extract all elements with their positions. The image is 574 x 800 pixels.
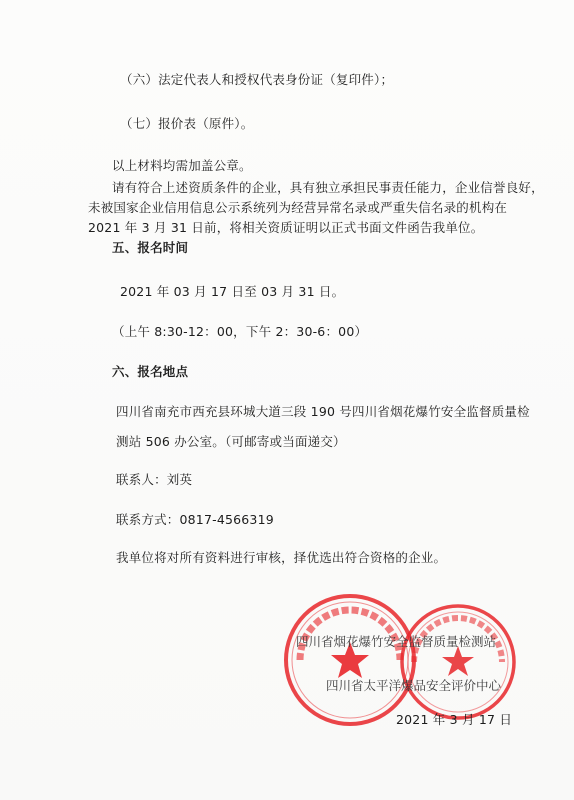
section-6-title: 六、报名地点	[112, 364, 189, 379]
section-5-hours: （上午 8:30-12：00，下午 2：30-6：00）	[112, 324, 368, 339]
section-5-title: 五、报名时间	[112, 240, 189, 255]
official-seal-2	[396, 600, 520, 724]
contact-phone: 联系方式：0817-4566319	[116, 512, 274, 527]
requirement-line-3: 2021 年 3 月 31 日前，将相关资质证明以正式书面文件函告我单位。	[88, 220, 484, 235]
requirement-line-2: 未被国家企业信用信息公示系统列为经营异常名录或严重失信名录的机构在	[88, 200, 508, 215]
signatory-org-2: 四川省太平洋爆品安全评价中心	[326, 678, 502, 693]
closing-statement: 我单位将对所有资料进行审核，择优选出符合资格的企业。	[116, 550, 447, 565]
contact-person: 联系人：刘英	[116, 472, 193, 487]
item-7: （七）报价表（原件）。	[120, 116, 254, 131]
signatory-org-1: 四川省烟花爆竹安全监督质量检测站	[296, 634, 497, 649]
address-line-2: 测站 506 办公室。（可邮寄或当面递交）	[116, 434, 346, 449]
section-5-date: 2021 年 03 月 17 日至 03 月 31 日。	[120, 284, 345, 299]
requirement-line-1: 请有符合上述资质条件的企业，具有独立承担民事责任能力，企业信誉良好，	[112, 180, 544, 195]
item-6: （六）法定代表人和授权代表身份证（复印件）；	[120, 72, 394, 87]
signature-date: 2021 年 3 月 17 日	[396, 712, 513, 727]
seal-note: 以上材料均需加盖公章。	[112, 158, 252, 173]
address-line-1: 四川省南充市西充县环城大道三段 190 号四川省烟花爆竹安全监督质量检	[116, 404, 530, 419]
